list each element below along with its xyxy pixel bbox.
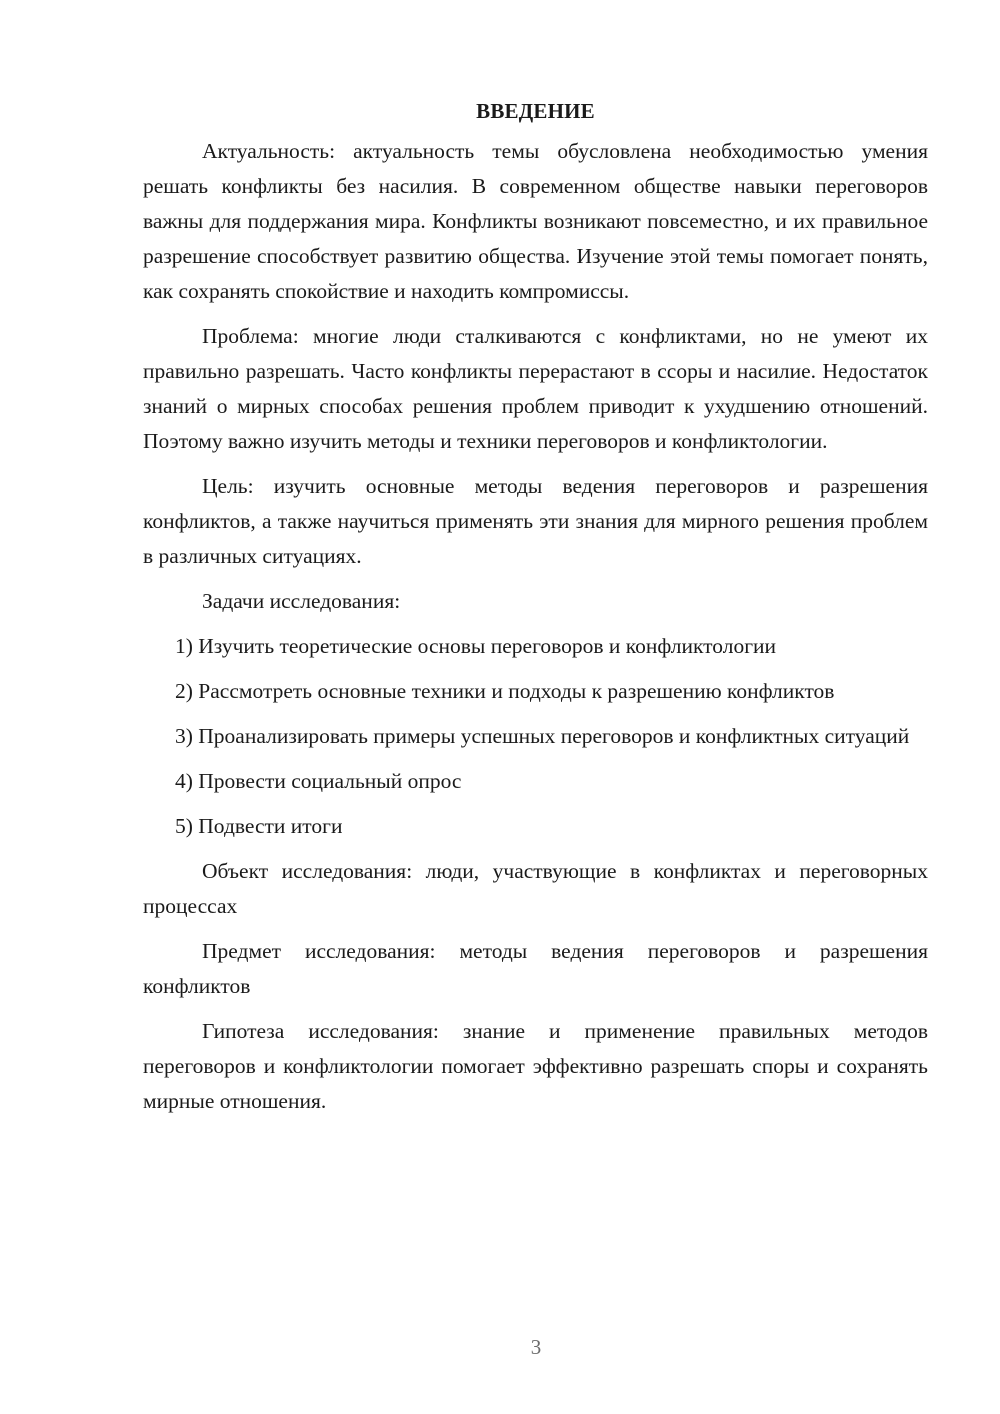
page-content bbox=[143, 98, 928, 1129]
task-item-4: 4) Провести социальный опрос bbox=[175, 769, 462, 793]
task-item-3: 3) Проанализировать примеры успешных переговоров и конфликтных ситуаций bbox=[175, 724, 910, 748]
task-item-1: 1) Изучить теоретические основы переговоров и конфликтологии bbox=[175, 634, 777, 658]
section-title: ВВЕДЕНИЕ bbox=[476, 99, 595, 123]
task-item-5: 5) Подвести итоги bbox=[175, 814, 343, 838]
research-hypothesis-paragraph: Гипотеза исследования: знание и применение правильных методов переговоров и конфликтологии помогает эффективно разрешать споры и сохранять мирные отношения. bbox=[143, 1019, 928, 1113]
research-object-paragraph: Объект исследования: люди, участвующие в конфликтах и переговорных процессах bbox=[143, 859, 928, 918]
tasks-heading: Задачи исследования: bbox=[202, 589, 401, 613]
relevance-paragraph: Актуальность: актуальность темы обусловлена необходимостью умения решать конфликты без насилия. В современном обществе навыки переговоров важны для поддержания мира. Конфликты возникают повсеместно, и их правильное разрешение способствует развитию общества. Изучение этой темы помогает понять, как сохранять спокойствие и находить компромиссы. bbox=[143, 139, 928, 303]
research-subject-paragraph: Предмет исследования: методы ведения переговоров и разрешения конфликтов bbox=[143, 939, 928, 998]
task-item-2: 2) Рассмотреть основные техники и подходы к разрешению конфликтов bbox=[175, 679, 835, 703]
goal-paragraph: Цель: изучить основные методы ведения переговоров и разрешения конфликтов, а также научиться применять эти знания для мирного решения проблем в различных ситуациях. bbox=[143, 474, 928, 568]
problem-paragraph: Проблема: многие люди сталкиваются с конфликтами, но не умеют их правильно разрешать. Часто конфликты перерастают в ссоры и насилие. Недостаток знаний о мирных способах решения проблем приводит к ухудшению отношений. Поэтому важно изучить методы и техники переговоров и конфликтологии. bbox=[143, 324, 928, 453]
page-number: 3 bbox=[530, 1335, 542, 1359]
